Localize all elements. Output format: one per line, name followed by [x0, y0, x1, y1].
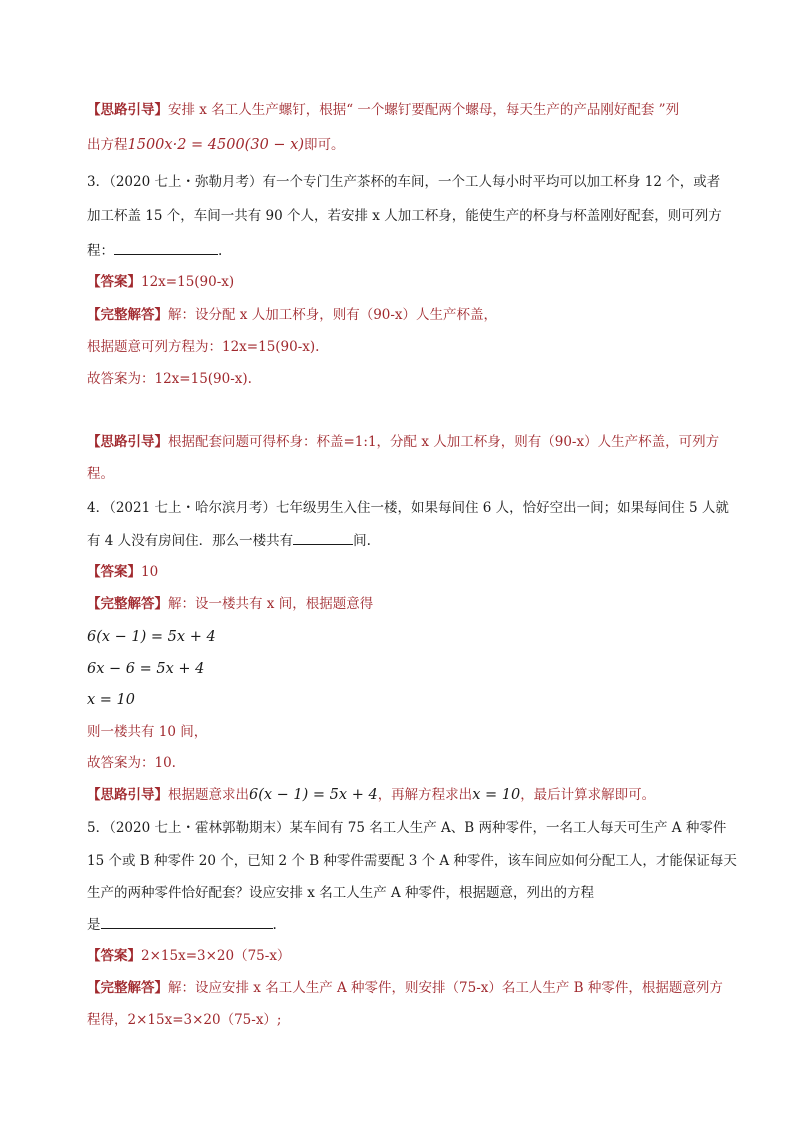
hint-line-3	[87, 432, 719, 452]
question-3-line-3	[87, 240, 222, 261]
answer-text: 10	[141, 564, 159, 580]
solution-line-3: 故答案为：12x=15(90-x).	[87, 371, 252, 387]
hint-label: 【思路引导】	[87, 787, 168, 803]
answer-label: 【答案】	[87, 948, 141, 964]
solution-text: 解：设应安排 x 名工人生产 A 种零件，则安排（75-x）名工人生产 B 种零件，根据题意列方	[168, 980, 723, 996]
hint-label: 【思路引导】	[87, 434, 168, 450]
hint-text: 根据题意求出	[168, 787, 249, 803]
question-3-line-2: 加工杯盖 15 个，车间一共有 90 个人，若安排 x 人加工杯身，能使生产的杯身与杯盖刚好配套，则可列方	[87, 208, 722, 224]
solution-line-2: 则一楼共有 10 间，	[87, 724, 208, 740]
hint-text: 出方程	[87, 137, 128, 153]
question-text: .	[272, 917, 277, 933]
equation: 6(x − 1) = 5x + 4	[249, 787, 378, 803]
question-text: 有 4 人没有房间住．那么一楼共有	[87, 533, 294, 549]
hint-text: ，最后计算求解即可。	[520, 787, 656, 803]
hint-line-5	[87, 785, 655, 805]
hint-line-2	[87, 135, 345, 155]
solution-line-2: 程得，2×15x=3×20（75-x）;	[87, 1012, 282, 1028]
solution-text: 解：设一楼共有 x 间，根据题意得	[168, 596, 374, 612]
hint-line-4: 程。	[87, 466, 114, 482]
solution-label: 【完整解答】	[87, 980, 168, 996]
solution-line-3: 故答案为：10.	[87, 755, 176, 771]
answer-text: 2×15x=3×20（75-x）	[141, 948, 291, 964]
question-3-line-1: 3．（2020 七上・弥勒月考）有一个专门生产茶杯的车间，一个工人每小时平均可以加工杯身 12 个，或者	[87, 174, 721, 190]
answer-blank	[293, 530, 353, 545]
answer-blank	[101, 914, 273, 929]
equation-step-1: 6(x − 1) = 5x + 4	[87, 629, 216, 645]
answer-text: 12x=15(90-x)	[141, 274, 235, 290]
hint-line-1	[87, 100, 679, 120]
question-5-line-3: 生产的两种零件恰好配套？设应安排 x 名工人生产 A 种零件，根据题意，列出的方程	[87, 885, 595, 901]
answer-line	[87, 562, 158, 582]
question-5-line-2: 15 个或 B 种零件 20 个，已知 2 个 B 种零件需要配 3 个 A 种零件，该车间应如何分配工人，才能保证每天	[87, 853, 737, 869]
solution-label: 【完整解答】	[87, 307, 168, 323]
equation: 1500x·2 = 4500(30 − x)	[127, 137, 304, 153]
hint-label: 【思路引导】	[87, 102, 168, 118]
solution-line-1	[87, 594, 373, 614]
solution-line-1	[87, 305, 497, 325]
equation-step-2: 6x − 6 = 5x + 4	[87, 661, 205, 677]
solution-text: 解：设分配 x 人加工杯身，则有（90-x）人生产杯盖，	[168, 307, 498, 323]
hint-text: ，再解方程求出	[377, 787, 473, 803]
question-text: 间.	[353, 533, 371, 549]
question-5-line-4	[87, 914, 277, 935]
answer-line	[87, 272, 234, 292]
answer-label: 【答案】	[87, 564, 141, 580]
solution-line-2: 根据题意可列方程为：12x=15(90-x).	[87, 339, 320, 355]
question-text: 是	[87, 917, 101, 933]
question-text: 程：	[87, 243, 114, 259]
hint-text: 根据配套问题可得杯身：杯盖=1:1，分配 x 人加工杯身，则有（90-x）人生产杯盖，可列方	[168, 434, 720, 450]
equation: x = 10	[472, 787, 521, 803]
hint-text: 安排 x 名工人生产螺钉，根据“ 一个螺钉要配两个螺母，每天生产的产品刚好配套 ”列	[168, 102, 680, 118]
answer-line	[87, 946, 290, 966]
question-4-line-1: 4．（2021 七上・哈尔滨月考）七年级男生入住一楼，如果每间住 6 人，恰好空出一间；如果每间住 5 人就	[87, 500, 729, 516]
equation-step-3: x = 10	[87, 692, 135, 708]
answer-label: 【答案】	[87, 274, 141, 290]
solution-label: 【完整解答】	[87, 596, 168, 612]
hint-text: 即可。	[304, 137, 345, 153]
question-text: .	[218, 243, 223, 259]
solution-line-1	[87, 978, 723, 998]
question-5-line-1: 5．（2020 七上・霍林郭勒期末）某车间有 75 名工人生产 A、B 两种零件，一名工人每天可生产 A 种零件	[87, 820, 727, 836]
answer-blank	[114, 240, 218, 255]
question-4-line-2	[87, 530, 371, 551]
